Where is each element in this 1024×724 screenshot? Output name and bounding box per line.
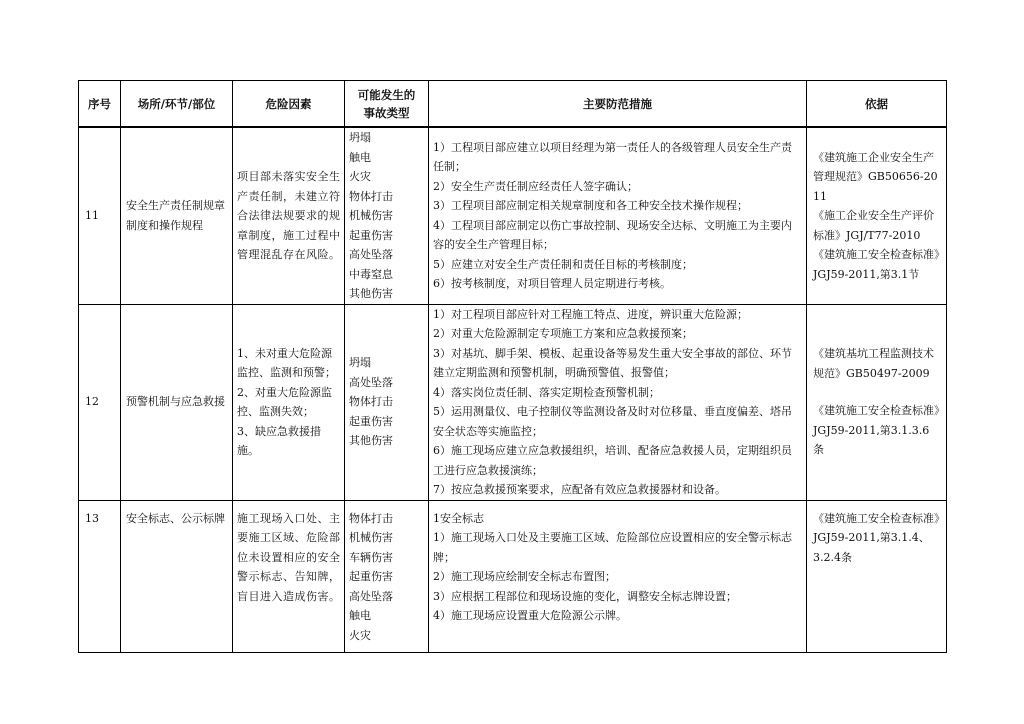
accident-item: 其他伤害 — [349, 434, 393, 448]
table-row — [79, 127, 947, 304]
measure-item: 3）应根据工程部位和现场设施的变化，调整安全标志牌设置； — [433, 589, 737, 603]
table-row — [79, 500, 947, 652]
row-measures — [429, 500, 807, 652]
measure-item: 1安全标志 — [433, 511, 484, 525]
basis-item: 《建筑基坑工程监测技术规范》GB50497-2009 — [813, 347, 934, 380]
hazard-text: 施工现场入口处、主要施工区域、危险部位未设置相应的安全警示标志、告知牌，盲目进入造成伤害。 — [237, 511, 340, 603]
accident-item: 起重伤害 — [349, 414, 393, 428]
accident-item: 物体打击 — [349, 511, 393, 525]
accident-item: 坍塌 — [349, 356, 371, 370]
hazard-item: 2、对重大危险源监控、监测失效； — [237, 385, 332, 418]
accident-item: 机械伤害 — [349, 209, 393, 222]
row-hazard — [233, 304, 345, 500]
row-place: 安全生产责任制规章制度和操作规程 — [121, 127, 233, 304]
accident-item: 物体打击 — [349, 189, 393, 203]
header-place: 场所/环节/部位 — [121, 81, 233, 128]
accident-item: 高处坠落 — [349, 248, 393, 261]
header-seq: 序号 — [79, 81, 121, 128]
basis-item: 《建筑施工安全检查标准》JGJ59-2011,第3.1.3.6条 — [813, 404, 940, 457]
accident-item: 其他伤害 — [349, 287, 393, 300]
row-place: 安全标志、公示标牌 — [121, 500, 233, 652]
basis-item: 《建筑施工企业安全生产管理规范》GB50656-2011 — [813, 150, 938, 203]
measure-item: 7）按应急救援预案要求，应配备有效应急救援器材和设备。 — [433, 483, 726, 496]
header-accident-text: 可能发生的事故类型 — [357, 87, 416, 120]
accident-item: 触电 — [349, 609, 371, 622]
risk-table — [78, 80, 947, 653]
row-hazard — [233, 127, 345, 304]
row-hazard — [233, 500, 345, 652]
accident-item: 机械伤害 — [349, 531, 393, 544]
accident-item: 坍塌 — [349, 131, 371, 144]
hazard-item: 3、缺应急救援措施。 — [237, 424, 321, 457]
accident-item: 车辆伤害 — [349, 550, 393, 564]
hazard-text: 项目部未落实安全生产责任制，未建立符合法律法规要求的规章制度，施工过程中管理混乱存在风险。 — [237, 170, 340, 261]
accident-item: 起重伤害 — [349, 228, 393, 242]
row-basis — [807, 304, 947, 500]
measure-item: 3）对基坑、脚手架、模板、起重设备等易发生重大安全事故的部位、环节建立定期监测和预警机制，明确预警值、报警值； — [433, 346, 792, 379]
table-row — [79, 304, 947, 500]
row-seq: 11 — [79, 127, 121, 304]
accident-item: 火灾 — [349, 170, 371, 183]
row-basis — [807, 500, 947, 652]
basis-item: 《建筑施工安全检查标准》JGJ59-2011,第3.1.4、3.2.4条 — [813, 511, 940, 564]
accident-item: 高处坠落 — [349, 375, 393, 389]
accident-item: 物体打击 — [349, 395, 393, 409]
row-seq: 13 — [79, 500, 121, 652]
header-accident — [345, 81, 429, 128]
accident-item: 高处坠落 — [349, 589, 393, 603]
basis-item: 《建筑施工安全检查标准》JGJ59-2011,第3.1节 — [813, 248, 940, 281]
measure-item: 4）工程项目部应制定以伤亡事故控制、现场安全达标、文明施工为主要内容的安全生产管理目标； — [433, 218, 792, 252]
hazard-item: 1、未对重大危险源监控、监测和预警； — [237, 346, 336, 379]
row-accidents — [345, 304, 429, 500]
measure-item: 5）运用测量仪、电子控制仪等监测设备及时对位移量、垂直度偏差、塔吊安全状态等实施监控； — [433, 405, 792, 438]
measure-item: 1）工程项目部应建立以项目经理为第一责任人的各级管理人员安全生产责任制； — [433, 140, 792, 174]
measure-item: 6）按考核制度，对项目管理人员定期进行考核。 — [433, 277, 671, 291]
measure-item: 2）对重大危险源制定专项施工方案和应急救援预案； — [433, 327, 693, 340]
row-accidents — [345, 127, 429, 304]
row-measures — [429, 127, 807, 304]
measure-item: 4）落实岗位责任制、落实定期检查预警机制； — [433, 385, 660, 399]
measure-item: 1）对工程项目部应针对工程施工特点、进度，辨识重大危险源； — [433, 307, 748, 321]
measure-item: 4）施工现场应设置重大危险源公示牌。 — [433, 609, 627, 622]
measure-item: 2）施工现场应绘制安全标志布置图； — [433, 570, 616, 583]
measure-item: 1）施工现场入口处及主要施工区域、危险部位应设置相应的安全警示标志牌； — [433, 531, 792, 564]
accident-item: 起重伤害 — [349, 570, 393, 583]
measure-item: 5）应建立对安全生产责任制和责任目标的考核制度； — [433, 257, 693, 271]
row-accidents — [345, 500, 429, 652]
row-seq: 12 — [79, 304, 121, 500]
basis-item: 《施工企业安全生产评价标准》JGJ/T77-2010 — [813, 209, 934, 242]
measure-item: 3）工程项目部应制定相关规章制度和各工种安全技术操作规程； — [433, 199, 748, 213]
row-measures — [429, 304, 807, 500]
header-basis: 依据 — [807, 81, 947, 128]
row-basis — [807, 127, 947, 304]
row-place: 预警机制与应急救援 — [121, 304, 233, 500]
measure-item: 2）安全生产责任制应经责任人签字确认； — [433, 179, 638, 193]
measure-item: 6）施工现场应建立应急救援组织，培训、配备应急救援人员，定期组织员工进行应急救援演练； — [433, 444, 792, 477]
accident-item: 火灾 — [349, 628, 371, 642]
accident-item: 触电 — [349, 150, 371, 164]
header-measures: 主要防范措施 — [429, 81, 807, 128]
table-header-row — [79, 81, 947, 128]
accident-item: 中毒窒息 — [349, 267, 393, 281]
header-hazard: 危险因素 — [233, 81, 345, 128]
